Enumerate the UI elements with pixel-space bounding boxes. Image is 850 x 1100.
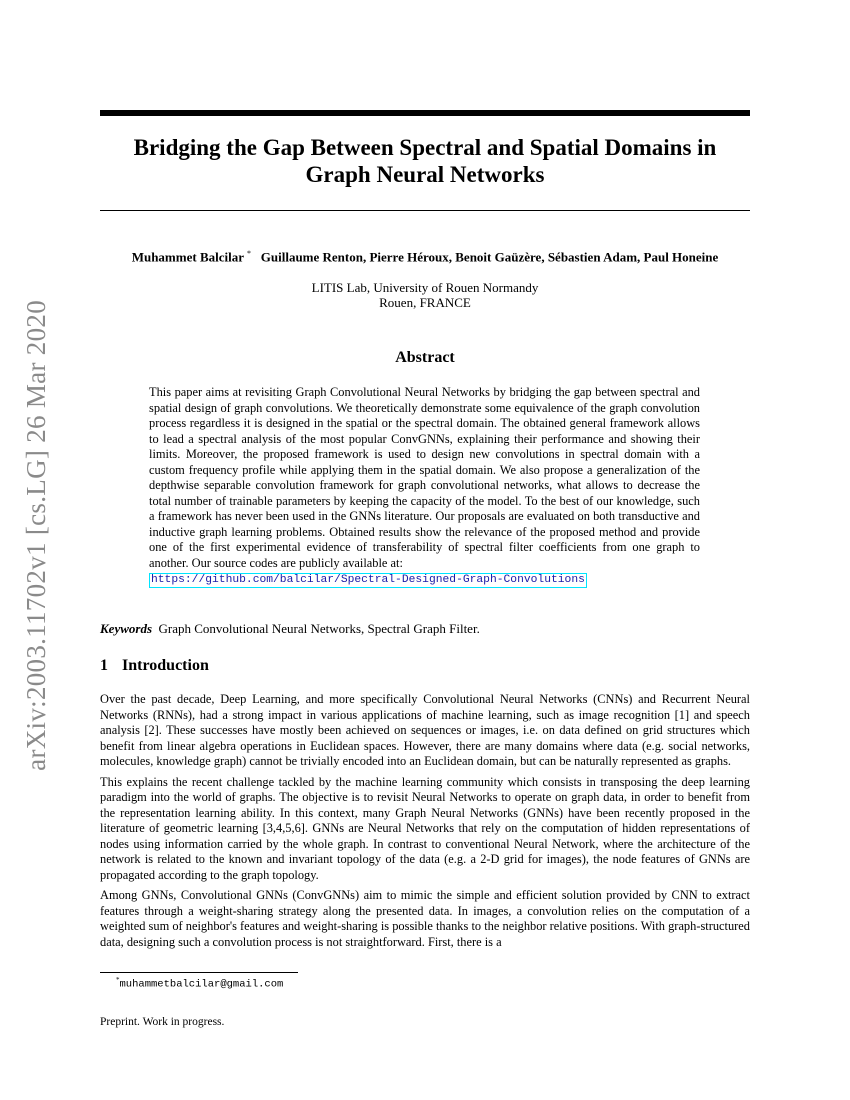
author-footnote-mark: *	[247, 249, 252, 258]
keywords-label: Keywords	[100, 621, 152, 636]
paragraph: Among GNNs, Convolutional GNNs (ConvGNNs) aim to mimic the simple and efficient solution provided by CNN to extract features through a weight-sharing strategy along the presented data. In images, a convolution relies on the computation of a weighted sum of neighbor's features and weight-sharing is possible thanks to the neighbor relative positions. With graph-structured data, designing such a convolution process is not straightforward. First, there is a	[100, 888, 750, 949]
affiliation-line-2: Rouen, FRANCE	[379, 295, 471, 310]
section-title: Introduction	[122, 657, 209, 674]
preprint-note: Preprint. Work in progress.	[100, 1016, 225, 1028]
section-heading-introduction	[100, 657, 223, 675]
other-authors: Guillaume Renton, Pierre Héroux, Benoit Gaüzère, Sébastien Adam, Paul Honeine	[260, 249, 719, 265]
abstract-heading: Abstract	[395, 349, 455, 366]
introduction-body	[100, 692, 750, 955]
first-author: Muhammet Balcilar	[131, 249, 244, 265]
arxiv-id: arXiv:2003.11702v1 [cs.LG] 26 Mar 2020	[20, 299, 51, 771]
footnote-mark: *	[116, 976, 120, 984]
affiliation	[100, 280, 750, 310]
author-list	[100, 249, 750, 265]
title-bottom-rule	[100, 210, 750, 211]
code-url-link[interactable]: https://github.com/balcilar/Spectral-Designed-Graph-Convolutions	[151, 574, 585, 586]
footnote	[116, 976, 283, 991]
footnote-email: muhammetbalcilar@gmail.com	[119, 978, 284, 991]
abstract-body	[149, 385, 700, 588]
section-number: 1	[100, 657, 108, 674]
affiliation-line-1: LITIS Lab, University of Rouen Normandy	[311, 280, 539, 295]
paragraph: Over the past decade, Deep Learning, and more specifically Convolutional Neural Networks (CNNs) and Recurrent Neural Networks (RNNs), had a strong impact in various applications of machine learning, such as image recognition [1] and speech analysis [2]. These successes have mostly been achieved on sequences or images, i.e. on data defined on grid structures which benefit from linear algebra operations in Euclidean spaces. However, there are many domains where data (e.g. social networks, molecules, knowledge graph) cannot be trivially encoded into an Euclidean domain, but can be naturally represented as graphs.	[100, 692, 750, 768]
keywords	[100, 621, 750, 637]
paragraph: This explains the recent challenge tackled by the machine learning community which consists in transposing the deep learning paradigm into the world of graphs. The objective is to revisit Neural Networks to operate on graph data, in order to benefit from the representation learning ability. In this context, many Graph Neural Networks (GNNs) have been recently proposed in the literature of geometric learning [3,4,5,6]. GNNs are Neural Networks that rely on the computation of hidden representations of nodes using information carried by the whole graph. In contrast to conventional Neural Network, where the architecture of the network is related to the known and invariant topology of the data (e.g. a 2-D grid for images), the node features of GNNs are propagated according to the graph topology.	[100, 774, 750, 882]
paper-title: Bridging the Gap Between Spectral and Spatial Domains in Graph Neural Networks	[133, 135, 717, 187]
footnote-rule	[100, 972, 298, 973]
top-thick-rule	[100, 110, 750, 116]
keywords-value: Graph Convolutional Neural Networks, Spectral Graph Filter.	[158, 621, 480, 636]
abstract-text: This paper aims at revisiting Graph Convolutional Neural Networks by bridging the gap between spectral and spatial design of graph convolutions. We theoretically demonstrate some equivalence of the graph convolution process regardless it is designed in the spatial or the spectral domain. The obtained general framework allows to lead a spectral analysis of the most popular ConvGNNs, explaining their performance and showing their limits. Moreover, the proposed framework is used to design new convolutions in spectral domain with a custom frequency profile while applying them in the spatial domain. We also propose a generalization of the depthwise separable convolution framework for graph convolutional networks, what allows to decrease the total number of trainable parameters by keeping the capacity of the model. To the best of our knowledge, such a framework has never been used in the GNNs literature. Our proposals are evaluated on both transductive and inductive graph learning problems. Obtained results show the relevance of the proposed method and provide one of the first experimental evidence of transferability of spectral filter coefficients from one graph to another. Our source codes are publicly available at:	[149, 385, 700, 570]
arxiv-sidebar-stamp	[20, 290, 52, 780]
